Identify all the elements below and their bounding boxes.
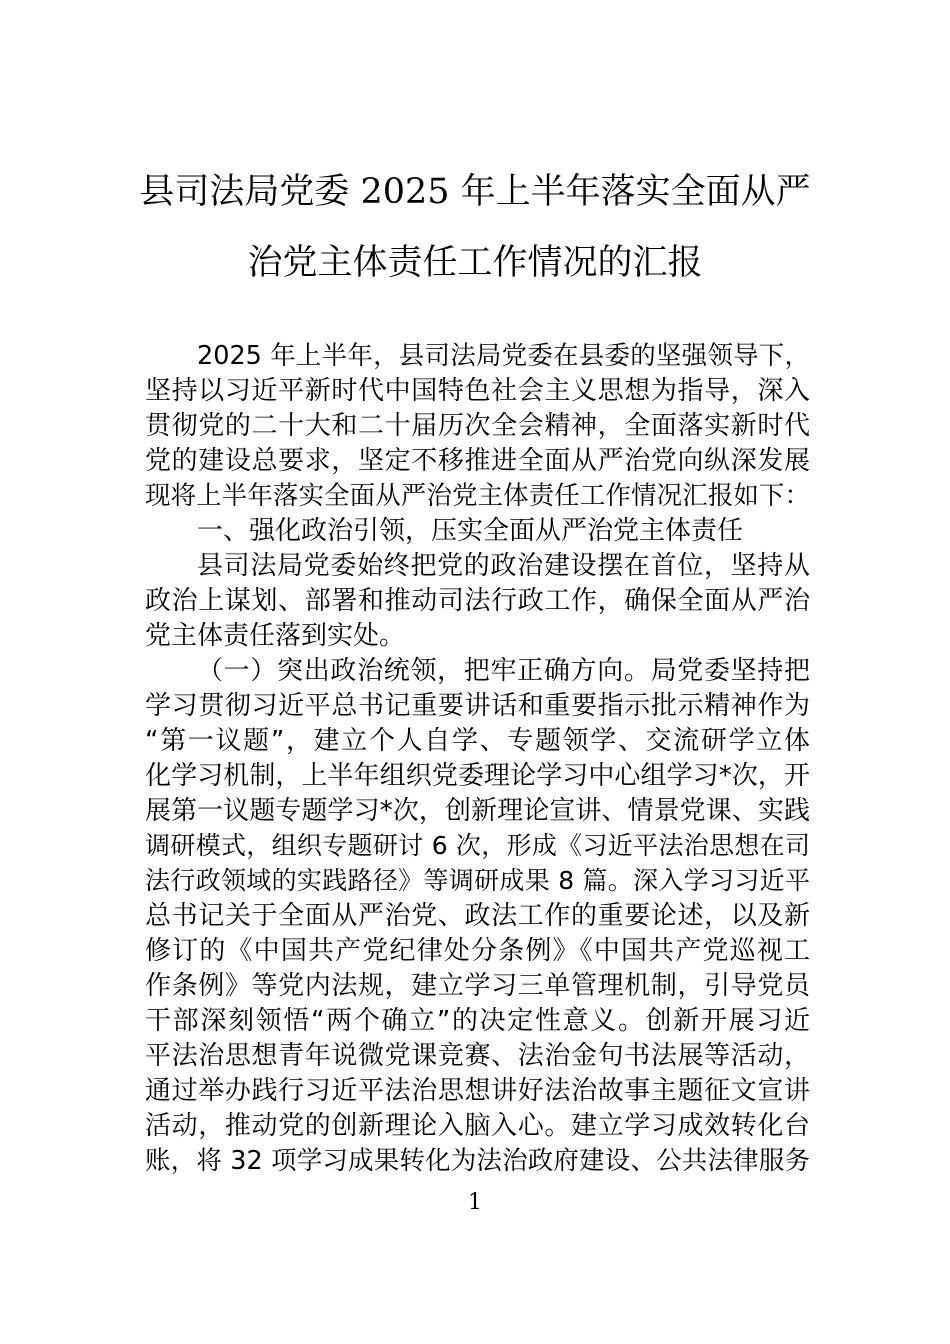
document-title-line-2: 治党主体责任工作情况的汇报: [247, 243, 703, 283]
body-line-18: 修订的《中国共产党纪律处分条例》《中国共产党巡视工: [145, 936, 810, 966]
body-line-20: 干部深刻领悟“两个确立”的决定性意义。创新开展习近: [145, 1006, 810, 1036]
body-line-15: 调研模式，组织专题研讨 6 次，形成《习近平法治思想在司: [145, 831, 810, 860]
body-line-7: 县司法局党委始终把党的政治建设摆在首位，坚持从: [197, 551, 810, 581]
body-line-24: 账，将 32 项学习成果转化为法治政府建设、公共法律服务: [145, 1146, 810, 1176]
body-line-9: 党主体责任落到实处。: [145, 621, 406, 651]
body-line-1: 2025 年上半年，县司法局党委在县委的坚强领导下，: [197, 341, 810, 371]
body-line-17: 总书记关于全面从严治党、政法工作的重要论述，以及新: [145, 901, 810, 931]
body-line-3: 贯彻党的二十大和二十届历次全会精神，全面落实新时代: [145, 411, 810, 441]
body-line-22: 通过举办践行习近平法治思想讲好法治故事主题征文宣讲: [145, 1076, 810, 1106]
document-title-line-1: 县司法局党委 2025 年上半年落实全面从严: [139, 172, 811, 212]
body-line-8: 政治上谋划、部署和推动司法行政工作，确保全面从严治: [145, 586, 810, 616]
body-line-4: 党的建设总要求，坚定不移推进全面从严治党向纵深发展: [145, 446, 810, 476]
body-line-5: 现将上半年落实全面从严治党主体责任工作情况汇报如下：: [145, 481, 810, 511]
subsection-heading-1: （一）突出政治统领，把牢正确方向。局党委坚持把: [197, 656, 810, 686]
section-heading-1: 一、强化政治引领，压实全面从严治党主体责任: [197, 516, 744, 546]
body-line-21: 平法治思想青年说微党课竞赛、法治金句书法展等活动，: [145, 1041, 810, 1071]
page-number: 1: [468, 1190, 482, 1215]
body-line-14: 展第一议题专题学习*次，创新理论宣讲、情景党课、实践: [145, 796, 810, 826]
body-line-2: 坚持以习近平新时代中国特色社会主义思想为指导，深入: [145, 376, 810, 406]
body-line-11: 学习贯彻习近平总书记重要讲话和重要指示批示精神作为: [145, 691, 810, 721]
body-line-13: 化学习机制，上半年组织党委理论学习中心组学习*次，开: [145, 761, 810, 791]
body-line-19: 作条例》等党内法规，建立学习三单管理机制，引导党员: [145, 971, 810, 1001]
body-line-23: 活动，推动党的创新理论入脑入心。建立学习成效转化台: [145, 1111, 810, 1141]
body-line-12: “第一议题”，建立个人自学、专题领学、交流研学立体: [145, 726, 810, 756]
body-line-16: 法行政领域的实践路径》等调研成果 8 篇。深入学习习近平: [145, 866, 810, 895]
